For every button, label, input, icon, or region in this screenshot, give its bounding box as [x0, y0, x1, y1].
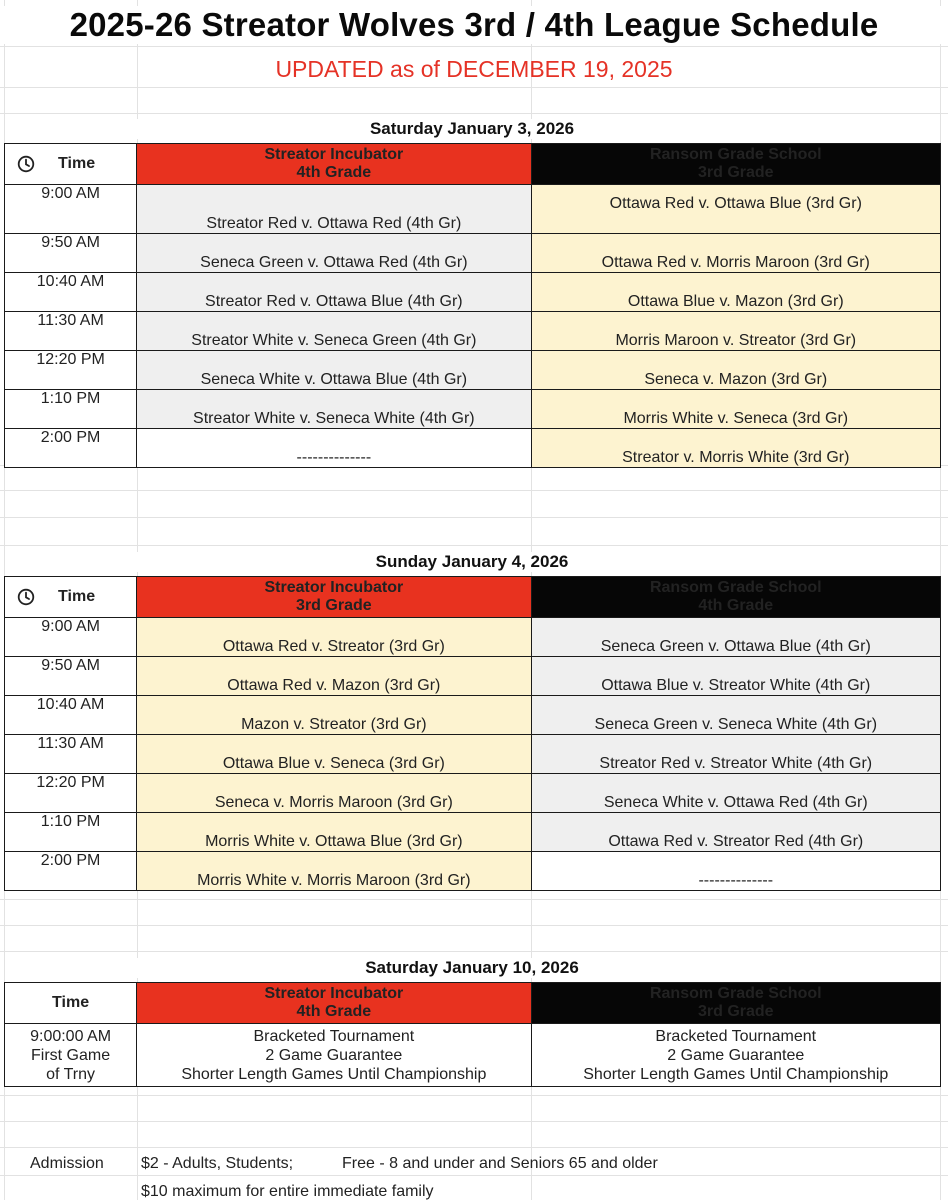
game-matchup-a: Seneca White v. Ottawa Blue (4th Gr) — [137, 351, 531, 390]
time-header — [5, 577, 137, 618]
game-matchup-b: -------------- — [531, 852, 940, 891]
game-row — [5, 735, 941, 774]
schedule-table-day3 — [4, 982, 941, 1087]
game-row — [5, 618, 941, 657]
game-matchup-a: -------------- — [137, 429, 531, 468]
game-matchup-a: Streator White v. Seneca White (4th Gr) — [137, 390, 531, 429]
game-matchup-b: Ottawa Blue v. Streator White (4th Gr) — [531, 657, 940, 696]
game-matchup-b: Seneca Green v. Seneca White (4th Gr) — [531, 696, 940, 735]
game-row — [5, 351, 941, 390]
game-matchup-b: Seneca v. Mazon (3rd Gr) — [531, 351, 940, 390]
game-row — [5, 234, 941, 273]
game-matchup-b: Ottawa Red v. Streator Red (4th Gr) — [531, 813, 940, 852]
game-matchup-b: Streator Red v. Streator White (4th Gr) — [531, 735, 940, 774]
game-matchup-a: Morris White v. Morris Maroon (3rd Gr) — [137, 852, 531, 891]
game-time: 11:30 AM — [5, 312, 137, 351]
game-matchup-a: Streator White v. Seneca Green (4th Gr) — [137, 312, 531, 351]
admission-label: Admission — [30, 1155, 104, 1172]
venue-header-streator-incubator: Streator Incubator 4th Grade — [137, 983, 531, 1024]
game-time: 12:20 PM — [5, 351, 137, 390]
game-matchup-b: Morris Maroon v. Streator (3rd Gr) — [531, 312, 940, 351]
game-time: 2:00 PM — [5, 852, 137, 891]
game-row — [5, 774, 941, 813]
time-header — [5, 144, 137, 185]
day-title: Saturday January 3, 2026 — [137, 119, 807, 139]
game-row — [5, 429, 941, 468]
game-matchup-b: Streator v. Morris White (3rd Gr) — [531, 429, 940, 468]
admission-free: Free - 8 and under and Seniors 65 and older — [342, 1155, 658, 1172]
game-time: 9:00 AM — [5, 185, 137, 234]
updated-notice: UPDATED as of DECEMBER 19, 2025 — [275, 56, 673, 82]
venue-header-streator-incubator: Streator Incubator 4th Grade — [137, 144, 531, 185]
schedule-table-day2 — [4, 576, 941, 891]
game-time: 10:40 AM — [5, 696, 137, 735]
game-matchup-b: Ottawa Blue v. Mazon (3rd Gr) — [531, 273, 940, 312]
game-matchup-b: Ottawa Red v. Morris Maroon (3rd Gr) — [531, 234, 940, 273]
game-matchup-b: Seneca Green v. Ottawa Blue (4th Gr) — [531, 618, 940, 657]
game-matchup-a: Morris White v. Ottawa Blue (3rd Gr) — [137, 813, 531, 852]
game-row — [5, 273, 941, 312]
venue-header-ransom-grade-school: Ransom Grade School 3rd Grade — [531, 983, 940, 1024]
admission-family-max: $10 maximum for entire immediate family — [141, 1183, 434, 1200]
game-row — [5, 852, 941, 891]
game-matchup-a: Seneca v. Morris Maroon (3rd Gr) — [137, 774, 531, 813]
game-time: 12:20 PM — [5, 774, 137, 813]
venue-header-streator-incubator: Streator Incubator 3rd Grade — [137, 577, 531, 618]
day-title: Sunday January 4, 2026 — [137, 552, 807, 572]
game-time: 1:10 PM — [5, 813, 137, 852]
clock-icon — [17, 588, 35, 606]
tournament-row — [5, 1024, 941, 1087]
game-matchup-b: Ottawa Red v. Ottawa Blue (3rd Gr) — [531, 185, 940, 234]
game-row — [5, 185, 941, 234]
time-header-label: Time — [58, 155, 96, 172]
game-time: 10:40 AM — [5, 273, 137, 312]
tournament-info-a: Bracketed Tournament 2 Game Guarantee Shorter Length Games Until Championship — [137, 1024, 531, 1087]
game-row — [5, 657, 941, 696]
schedule-title: 2025-26 Streator Wolves 3rd / 4th League Schedule — [0, 6, 948, 44]
day-title: Saturday January 10, 2026 — [137, 958, 807, 978]
game-matchup-a: Streator Red v. Ottawa Red (4th Gr) — [137, 185, 531, 234]
game-time: 9:00 AM — [5, 618, 137, 657]
game-matchup-b: Morris White v. Seneca (3rd Gr) — [531, 390, 940, 429]
game-matchup-a: Streator Red v. Ottawa Blue (4th Gr) — [137, 273, 531, 312]
clock-icon — [17, 155, 35, 173]
schedule-table-day1 — [4, 143, 941, 468]
game-matchup-a: Seneca Green v. Ottawa Red (4th Gr) — [137, 234, 531, 273]
time-header-label: Time — [52, 994, 90, 1011]
game-row — [5, 312, 941, 351]
game-matchup-a: Ottawa Blue v. Seneca (3rd Gr) — [137, 735, 531, 774]
time-header — [5, 983, 137, 1024]
time-header-label: Time — [58, 588, 96, 605]
game-matchup-b: Seneca White v. Ottawa Red (4th Gr) — [531, 774, 940, 813]
game-row — [5, 696, 941, 735]
game-time: 9:50 AM — [5, 234, 137, 273]
game-time: 1:10 PM — [5, 390, 137, 429]
game-row — [5, 813, 941, 852]
game-time: 2:00 PM — [5, 429, 137, 468]
game-time: 11:30 AM — [5, 735, 137, 774]
admission-prices: $2 - Adults, Students; — [141, 1155, 294, 1172]
venue-header-ransom-grade-school: Ransom Grade School 4th Grade — [531, 577, 940, 618]
game-matchup-a: Ottawa Red v. Streator (3rd Gr) — [137, 618, 531, 657]
venue-header-ransom-grade-school: Ransom Grade School 3rd Grade — [531, 144, 940, 185]
game-row — [5, 390, 941, 429]
tournament-info-b: Bracketed Tournament 2 Game Guarantee Shorter Length Games Until Championship — [531, 1024, 940, 1087]
tournament-time: 9:00:00 AM First Game of Trny — [5, 1024, 137, 1087]
game-matchup-a: Ottawa Red v. Mazon (3rd Gr) — [137, 657, 531, 696]
game-time: 9:50 AM — [5, 657, 137, 696]
game-matchup-a: Mazon v. Streator (3rd Gr) — [137, 696, 531, 735]
